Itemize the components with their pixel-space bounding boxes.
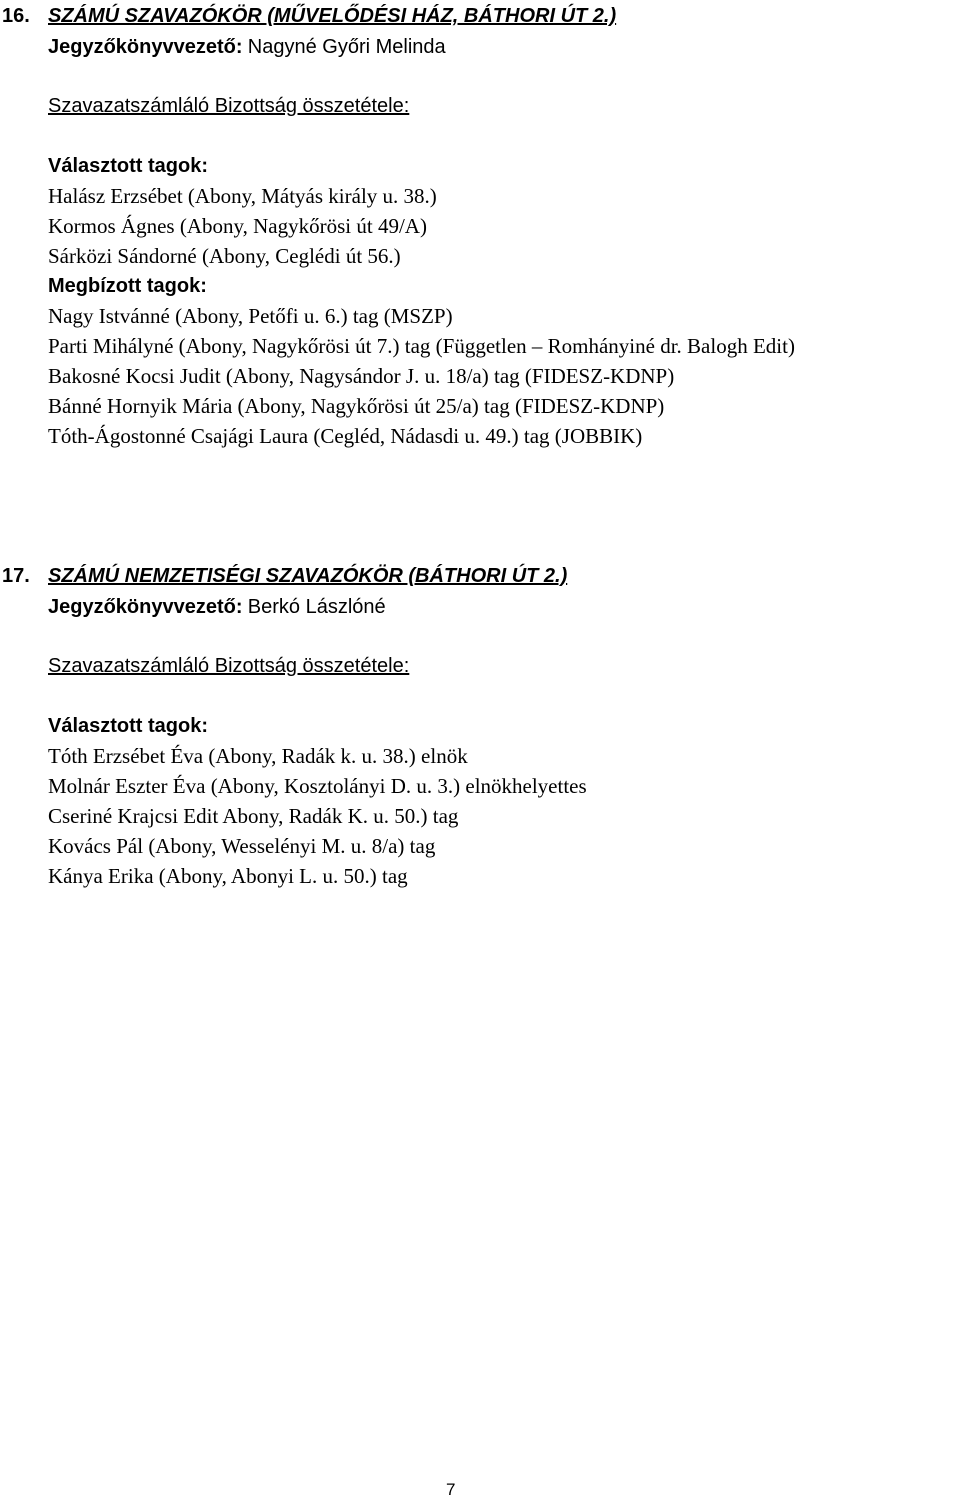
recorder-line <box>48 34 446 59</box>
section-title: SZÁMÚ NEMZETISÉGI SZAVAZÓKÖR (BÁTHORI ÚT 2.) <box>48 565 568 587</box>
committee-heading: Szavazatszámláló Bizottság összetétele: <box>48 655 410 677</box>
delegated-member: Parti Mihályné (Abony, Nagykőrösi út 7.) tag (Független – Romhányiné dr. Balogh Edit) <box>48 334 795 358</box>
elected-member: Molnár Eszter Éva (Abony, Kosztolányi D. u. 3.) elnökhelyettes <box>48 774 587 798</box>
recorder-name: Nagyné Győri Melinda <box>247 36 446 58</box>
section-title: SZÁMÚ SZAVAZÓKÖR (MŰVELŐDÉSI HÁZ, BÁTHORI ÚT 2.) <box>48 5 617 27</box>
section-number: 16. <box>2 5 30 27</box>
elected-member: Cseriné Krajcsi Edit Abony, Radák K. u. 50.) tag <box>48 804 459 828</box>
delegated-member: Bakosné Kocsi Judit (Abony, Nagysándor J. u. 18/a) tag (FIDESZ-KDNP) <box>48 364 675 388</box>
elected-label: Választott tagok: <box>48 155 209 177</box>
recorder-name: Berkó Lászlóné <box>247 596 386 618</box>
delegated-label: Megbízott tagok: <box>48 275 207 297</box>
page-number: 7 <box>446 1480 456 1499</box>
committee-heading: Szavazatszámláló Bizottság összetétele: <box>48 95 410 117</box>
delegated-member: Nagy Istvánné (Abony, Petőfi u. 6.) tag (MSZP) <box>48 304 453 328</box>
elected-member: Sárközi Sándorné (Abony, Ceglédi út 56.) <box>48 244 401 268</box>
recorder-label: Jegyzőkönyvvezető: <box>48 596 243 618</box>
delegated-member: Tóth-Ágostonné Csajági Laura (Cegléd, Nádasdi u. 49.) tag (JOBBIK) <box>48 424 643 448</box>
section-number: 17. <box>2 565 30 587</box>
elected-member: Kovács Pál (Abony, Wesselényi M. u. 8/a) tag <box>48 834 436 858</box>
delegated-member: Bánné Hornyik Mária (Abony, Nagykőrösi út 25/a) tag (FIDESZ-KDNP) <box>48 394 665 418</box>
elected-member: Kánya Erika (Abony, Abonyi L. u. 50.) tag <box>48 864 408 888</box>
elected-member: Tóth Erzsébet Éva (Abony, Radák k. u. 38.) elnök <box>48 744 468 768</box>
recorder-line <box>48 594 386 619</box>
recorder-label: Jegyzőkönyvvezető: <box>48 36 243 58</box>
elected-member: Halász Erzsébet (Abony, Mátyás király u. 38.) <box>48 184 437 208</box>
elected-label: Választott tagok: <box>48 715 209 737</box>
elected-member: Kormos Ágnes (Abony, Nagykőrösi út 49/A) <box>48 214 427 238</box>
